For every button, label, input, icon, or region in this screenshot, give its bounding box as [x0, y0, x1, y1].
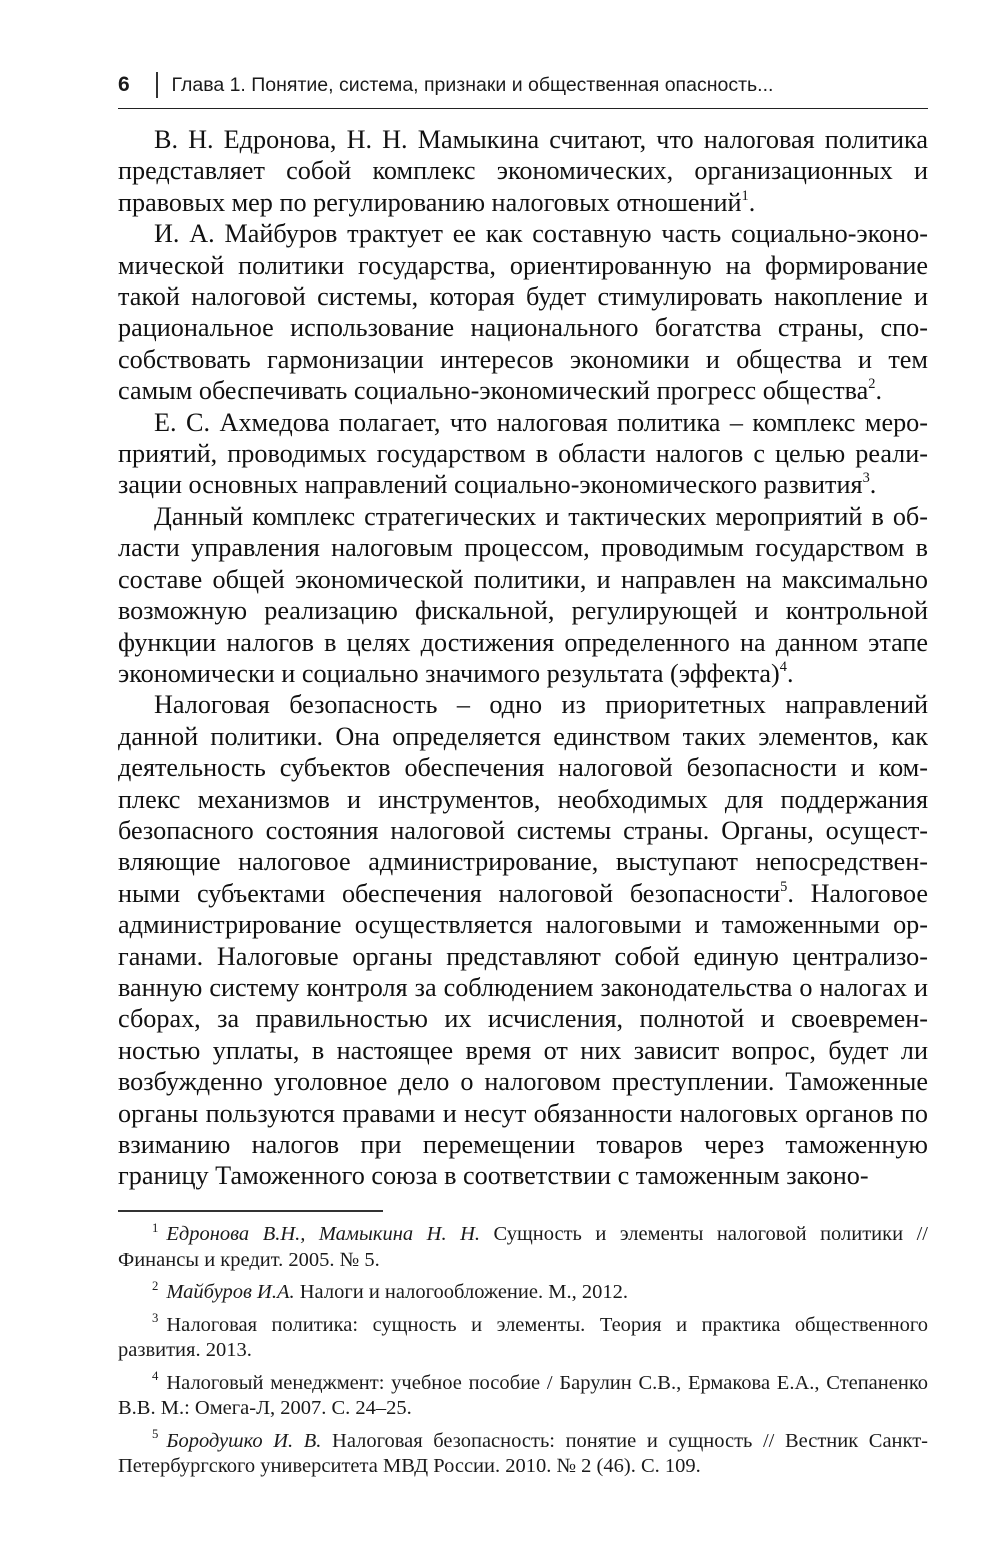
footnote-ref[interactable]: 2 — [868, 376, 876, 393]
footnote: $^1$ Едронова В.Н., Мамыкина Н. Н. Сущность и элементы налоговой политики // Финансы и кредит. 2005. № 5. — [118, 1220, 928, 1271]
paragraph: Е. С. Ахмедова полагает, что налоговая политика – комплекс мероприятий, проводимых государством в области налогов с целью реализации основных направлений социально-экономического развития$^3$. — [118, 407, 928, 500]
paragraph: Данный комплекс стратегических и тактических мероприятий в области управления налоговым процессом, проводимым государством в составе общей экономической политики, и направлен на максимально возможную реализацию фискальной, регулирующей и контрольной функции налогов в целях достижения определенного на данном этапе экономически и социально значимого результата (эффекта)$^4$. — [118, 501, 928, 688]
chapter-title: Глава 1. Понятие, система, признаки и общественная опасность... — [171, 73, 774, 96]
page-number: 6 — [118, 73, 130, 96]
footnote-ref[interactable]: 4 — [779, 659, 787, 676]
footnote: $^3$ Налоговая политика: сущность и элементы. Теория и практика общественного развития. 2013. — [118, 1311, 928, 1361]
paragraph: Налоговая безопасность – одно из приоритетных направлений данной политики. Она определяется единством таких элементов, как деятельность субъектов обеспечения налоговой безопасности и комплекс механизмов и инструментов, необходимых для поддержания безопасного состояния налоговой системы страны. Органы, осуществляющие налоговое администрирование, выступают непосредственными субъектами обеспечения налоговой безопасности$^5$. Налоговое администрирование осуществляется налоговыми и таможенными органами. Налоговые органы представляют собой единую централизованную систему контроля за соблюдением законодательства о налогах и сборах, за правильностью их исчисления, полнотой и своевременностью уплаты, в настоящее время от них зависит вопрос, будет ли возбужденно уголовное дело о налоговом преступлении. Таможенные органы пользуются правами и несут обязанности налоговых органов по взиманию налогов при перемещении товаров через таможенную границу Таможенного союза в соответствии с таможенным законо- — [118, 690, 928, 1191]
paragraph: В. Н. Едронова, Н. Н. Мамыкина считают, что налоговая политика представляет собой комплекс экономических, организационных и правовых мер по регулированию налоговых отношений$^1$. — [118, 125, 928, 217]
footnotes — [118, 1222, 928, 1487]
body-text — [118, 124, 928, 1192]
footnote: $^5$ Бородушко И. В. Налоговая безопасность: понятие и сущность // Вестник Санкт-Петербургского университета МВД России. 2010. № 2 (46). С. 109. — [118, 1427, 928, 1477]
footnote-ref[interactable]: 1 — [741, 188, 749, 205]
footnote-separator — [118, 1210, 383, 1212]
paragraph: И. А. Майбуров трактует ее как составную часть социально-экономической политики государства, ориентированную на формирование такой налоговой системы, которая будет стимулировать накопление и рациональное использование национального богатства страны, способствовать гармонизации интересов экономики и общества и тем самым обеспечивать социально-экономический прогресс общества$^2$. — [118, 219, 928, 406]
footnote-author: Майбуров И.А. — [166, 1281, 295, 1303]
footnote-ref[interactable]: 3 — [862, 470, 870, 487]
running-header — [118, 62, 928, 109]
footnote: $^2$ Майбуров И.А. Налоги и налогообложение. М., 2012. — [152, 1278, 628, 1303]
footnote-author: Бородушко И. В. — [166, 1429, 322, 1452]
footnote: $^4$ Налоговый менеджмент: учебное пособие / Барулин С.В., Ермакова Е.А., Степаненко В.В. М.: Омега-Л, 2007. С. 24–25. — [118, 1369, 928, 1419]
footnote-author: Едронова В.Н., Мамыкина Н. Н. — [166, 1223, 481, 1245]
footnote-ref[interactable]: 5 — [780, 878, 788, 895]
header-separator — [156, 72, 158, 98]
